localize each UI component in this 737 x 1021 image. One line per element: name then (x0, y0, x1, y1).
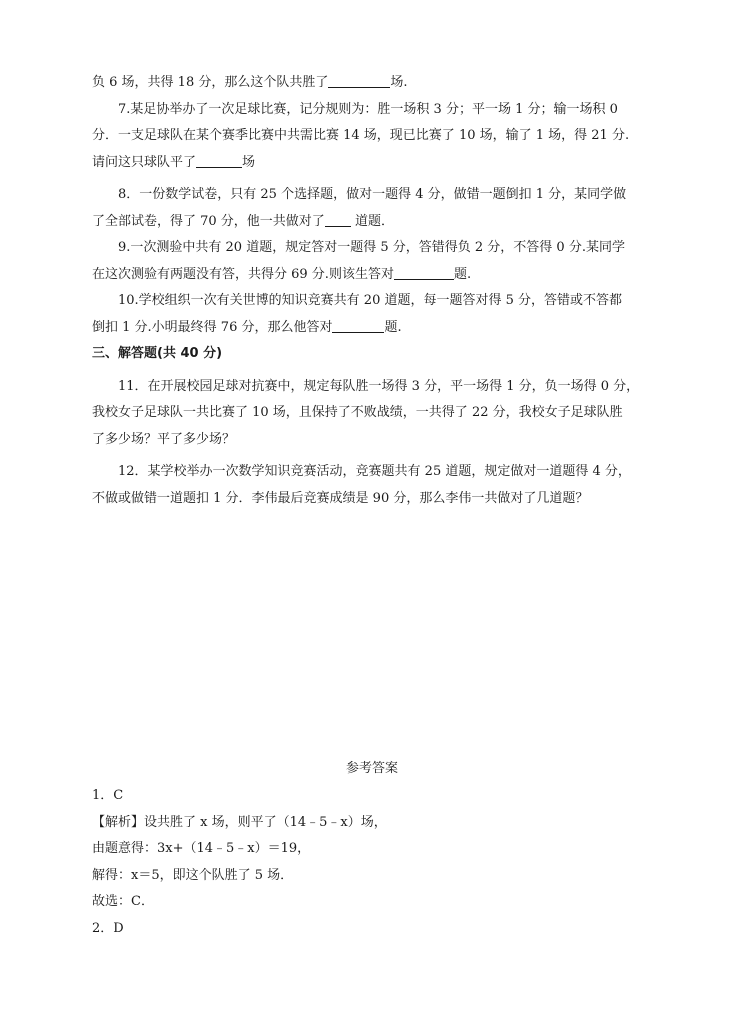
questions-section (92, 70, 652, 512)
question-11-line-3: 了多少场？平了多少场？ (92, 431, 236, 447)
answer-line: 解得：x＝5，即这个队胜了 5 场． (92, 867, 294, 883)
question-9-line-1: 9.一次测验中共有 20 道题，规定答对一题得 5 分，答错得负 2 分，不答得 0 分.某同学 (118, 240, 625, 255)
question-8 (92, 182, 652, 235)
question-9-text: 在这次测验有两题没有答，共得分 69 分.则该生答对 (92, 266, 394, 282)
question-11 (92, 374, 652, 454)
question-10 (92, 288, 652, 341)
answer-line: 2．D (92, 920, 124, 936)
answer-blank (328, 73, 390, 88)
question-7-line-2: 分．一支足球队在某个赛季比赛中共需比赛 14 场，现已比赛了 10 场，输了 1 场，得 21 分. (92, 128, 630, 143)
question-9 (92, 235, 652, 288)
question-11-line-1: 11．在开展校园足球对抗赛中，规定每队胜一场得 3 分，平一场得 1 分，负一场得 0 分， (118, 378, 640, 394)
answer-key-title: 参考答案 (345, 761, 398, 776)
answer-line: 由题意得：3x+（14﹣5﹣x）＝19， (92, 841, 311, 856)
question-7-line-3 (92, 150, 652, 177)
question-12-line-2: 不做或做错一道题扣 1 分．李伟最后竞赛成绩是 90 分，那么李伟一共做对了几道题？ (92, 490, 589, 506)
answer-line: 1．C (92, 788, 124, 803)
question-6-text-end: 场. (390, 75, 408, 90)
question-6-continuation (92, 70, 652, 97)
question-7 (92, 97, 652, 177)
question-10-text-end: 题. (384, 319, 402, 335)
question-8-line-2 (92, 209, 652, 236)
question-6-text: 负 6 场，共得 18 分，那么这个队共胜了 (92, 75, 329, 90)
answer-line: 【解析】设共胜了 x 场，则平了（14﹣5﹣x）场， (92, 814, 387, 830)
answer-blank (325, 212, 351, 227)
answer-blank (196, 153, 242, 168)
question-7-text-end: 场 (242, 154, 256, 170)
section-heading: 三、解答题(共 40 分) (92, 346, 223, 361)
question-10-text: 倒扣 1 分.小明最终得 76 分，那么他答对 (92, 319, 333, 335)
answer-blank (394, 265, 454, 280)
answer-line: 故选：C． (92, 894, 154, 909)
question-7-line-1: 7.某足协举办了一次足球比赛，记分规则为：胜一场积 3 分；平一场 1 分；输一场积 0 (118, 101, 618, 117)
question-9-text-end: 题. (453, 266, 472, 282)
question-12 (92, 459, 652, 512)
question-8-line-1: 8．一份数学试卷，只有 25 个选择题，做对一题得 4 分，做错一题倒扣 1 分，某同学做 (118, 187, 627, 202)
question-11-line-2: 我校女子足球队一共比赛了 10 场，且保持了不败战绩，一共得了 22 分，我校女子足球队胜 (92, 405, 623, 420)
answer-blank (332, 318, 384, 333)
question-9-line-2 (92, 262, 652, 289)
question-10-line-1: 10.学校组织一次有关世博的知识竞赛共有 20 道题，每一题答对得 5 分，答错或不答都 (118, 293, 623, 308)
question-8-text-end: 道题． (350, 213, 394, 229)
question-7-text: 请问这只球队平了 (92, 154, 197, 170)
answer-key-section (92, 755, 652, 942)
question-10-line-2 (92, 315, 652, 342)
question-8-text: 了全部试卷，得了 70 分，他一共做对了 (92, 213, 325, 229)
question-12-line-1: 12．某学校举办一次数学知识竞赛活动，竞赛题共有 25 道题，规定做对一道题得 4 分， (118, 464, 631, 479)
